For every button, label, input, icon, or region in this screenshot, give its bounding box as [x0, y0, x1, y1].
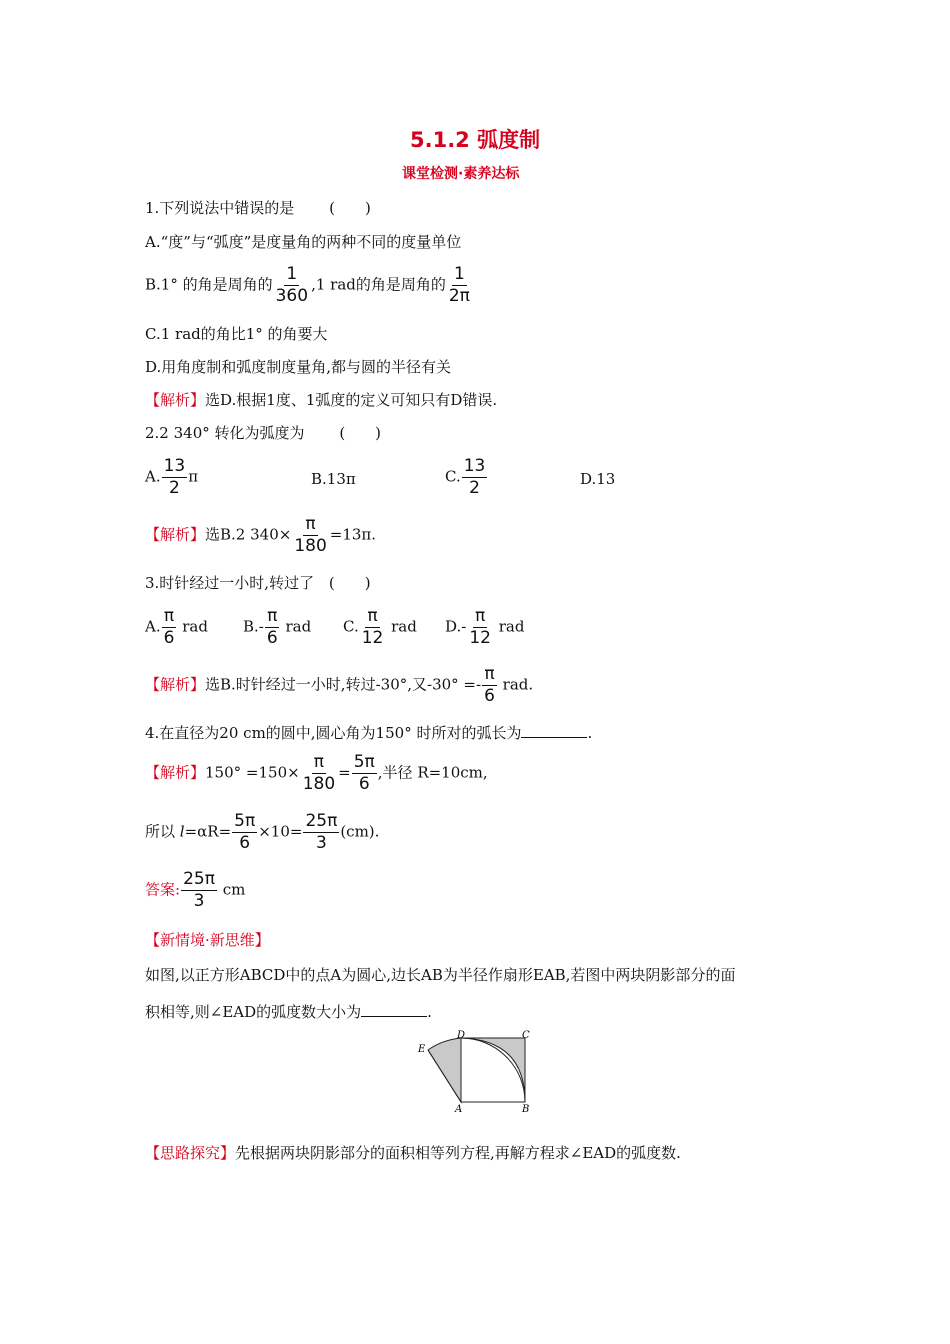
q2-option-a-fraction: [162, 456, 188, 499]
q2-option-d: D.13: [580, 470, 616, 488]
q4-analysis-line-1: [145, 752, 488, 795]
q2-analysis: [145, 514, 376, 557]
shaded-region-corner: [461, 1038, 525, 1102]
q2-stem-text: 2.2 340° 转化为弧度为: [145, 424, 305, 442]
label-c: C: [522, 1030, 530, 1041]
frac-denominator: 2: [169, 478, 180, 498]
q4-answer: [145, 869, 245, 912]
frac-numerator: π: [267, 606, 278, 626]
unit-label: rad: [498, 617, 525, 636]
label-a: A: [455, 1104, 463, 1115]
q3-option-a-fraction: [162, 606, 177, 649]
q4-a2-mid: =αR=: [184, 822, 232, 841]
q2-option-a: [145, 456, 198, 499]
q1-analysis: [145, 390, 497, 410]
frac-denominator: 180: [294, 536, 327, 556]
q5-text-2: [145, 1002, 432, 1022]
unit-label: rad: [285, 617, 312, 636]
geometry-figure: [412, 1030, 542, 1115]
q2-option-b: B.13π: [311, 470, 356, 488]
q5-hint-text: 先根据两块阴影部分的面积相等列方程,再解方程求∠EAD的弧度数.: [235, 1144, 681, 1162]
q5-text-1: 如图,以正方形ABCD中的点A为圆心,边长AB为半径作扇形EAB,若图中两块阴影部分的面: [145, 966, 736, 984]
q4-a2-fraction-1: [232, 811, 257, 854]
frac-numerator: 13: [463, 456, 486, 476]
q4-a2-l: l: [179, 822, 185, 841]
q4-a2-mid2: ×10=: [258, 822, 303, 841]
hint-tag: 【思路探究】: [145, 1144, 236, 1162]
q3-option-c-pre: C.: [343, 617, 359, 636]
q4-a2-post: (cm).: [340, 822, 380, 841]
q4-a1-pre: 150° =150×: [205, 763, 300, 782]
frac-denominator: 360: [275, 286, 309, 306]
q2-option-c-pre: C.: [445, 467, 461, 486]
frac-numerator: 5π: [353, 752, 375, 772]
q3-analysis: [145, 664, 533, 707]
q4-a2-pre: 所以: [145, 822, 180, 841]
q1-option-b-fraction-2: [447, 264, 472, 307]
q3-option-b: [243, 606, 311, 649]
frac-denominator: 6: [266, 628, 278, 648]
frac-denominator: 6: [163, 628, 175, 648]
q1-option-b-pre: B.1° 的角是周角的: [145, 275, 273, 294]
q3-option-a: [145, 606, 208, 649]
frac-denominator: 3: [193, 891, 205, 911]
q2-analysis-pre: 选B.2 340×: [205, 525, 292, 544]
label-e: E: [418, 1044, 426, 1055]
label-b: B: [522, 1104, 530, 1115]
q1-option-c: C.1 rad的角比1° 的角要大: [145, 325, 328, 343]
q4-answer-fraction: [181, 869, 217, 912]
q4-a1-fraction-1: [301, 752, 337, 795]
frac-denominator: 6: [358, 774, 370, 794]
unit-label: rad: [391, 617, 417, 636]
q1-stem-text: 1.下列说法中错误的是: [145, 199, 295, 217]
frac-denominator: 2π: [448, 286, 470, 306]
frac-numerator: π: [367, 606, 378, 626]
q3-option-b-pre: B.-: [243, 617, 264, 636]
answer-blank[interactable]: [521, 723, 587, 738]
frac-denominator: 12: [361, 628, 384, 648]
q1-analysis-text: 选D.根据1度、1弧度的定义可知只有D错误.: [205, 391, 498, 409]
q2-stem: [145, 423, 381, 443]
frac-numerator: π: [305, 514, 316, 534]
analysis-tag: 【解析】: [145, 763, 206, 782]
frac-numerator: π: [484, 664, 495, 684]
answer-label: 答案:: [145, 880, 181, 899]
frac-numerator: 5π: [234, 811, 256, 831]
q3-option-d-pre: D.-: [445, 617, 467, 636]
q2-option-c: [445, 456, 488, 499]
frac-numerator: 13: [163, 456, 186, 476]
frac-denominator: 12: [469, 628, 491, 648]
q3-analysis-fraction: [482, 664, 497, 707]
q4-analysis-line-2: [145, 811, 379, 854]
q3-analysis-pre: 选B.时针经过一小时,转过-30°,又-30° =-: [205, 675, 482, 694]
page-subtitle: 课堂检测·素养达标: [402, 166, 520, 182]
answer-blank[interactable]: [361, 1002, 427, 1017]
q1-stem: [145, 198, 371, 218]
q5-text-2-pre: 积相等,则∠EAD的弧度数大小为: [145, 1003, 362, 1021]
label-d: D: [457, 1030, 466, 1041]
q3-option-d: [445, 606, 524, 649]
q4-a2-fraction-2: [303, 811, 339, 854]
q3-option-b-fraction: [265, 606, 280, 649]
q3-option-d-fraction: [467, 606, 493, 649]
q4-stem: [145, 723, 592, 743]
q2-paren: ( ): [339, 424, 382, 442]
q3-stem: [145, 573, 371, 593]
frac-denominator: 180: [302, 774, 336, 794]
q4-a1-eq: =: [338, 763, 351, 782]
q2-option-c-fraction: [462, 456, 488, 499]
frac-denominator: 6: [239, 833, 251, 853]
unit-label: rad: [182, 617, 208, 636]
frac-numerator: 25π: [305, 811, 338, 831]
unit-label: cm: [222, 880, 246, 899]
q3-stem-text: 3.时针经过一小时,转过了: [145, 574, 315, 592]
q4-a1-fraction-2: [352, 752, 377, 795]
q2-option-a-post: π: [188, 467, 199, 486]
q5-text-2-post: .: [427, 1003, 432, 1021]
analysis-tag: 【解析】: [145, 391, 206, 409]
frac-denominator: 3: [315, 833, 327, 853]
q2-option-a-pre: A.: [145, 467, 161, 486]
q5-tag: 【新情境·新思维】: [145, 931, 270, 949]
q2-analysis-post: =13π.: [329, 525, 377, 544]
frac-numerator: π: [475, 606, 486, 626]
q2-analysis-fraction: [292, 514, 328, 557]
q3-option-c: [343, 606, 417, 649]
q1-option-d: D.用角度制和弧度制度量角,都与圆的半径有关: [145, 358, 452, 376]
q3-option-a-pre: A.: [145, 617, 161, 636]
q4-stem-post: .: [587, 724, 593, 742]
q1-option-b: [145, 264, 473, 307]
q1-paren: ( ): [329, 199, 371, 217]
page-title: 5.1.2 弧度制: [410, 128, 541, 152]
q1-option-b-fraction-1: [274, 264, 310, 307]
q3-analysis-post: rad.: [502, 675, 534, 694]
q3-paren: ( ): [328, 574, 371, 592]
frac-denominator: 2: [469, 478, 480, 498]
frac-denominator: 6: [484, 686, 495, 706]
frac-numerator: 1: [453, 264, 465, 284]
q5-hint: [145, 1143, 681, 1163]
analysis-tag: 【解析】: [145, 525, 206, 544]
frac-numerator: π: [163, 606, 175, 626]
analysis-tag: 【解析】: [145, 675, 206, 694]
q4-a1-post: ,半径 R=10cm,: [377, 763, 488, 782]
frac-numerator: π: [313, 752, 325, 772]
q1-option-b-mid: ,1 rad的角是周角的: [311, 275, 446, 294]
shaded-region-ead: [428, 1038, 461, 1102]
q4-stem-text: 4.在直径为20 cm的圆中,圆心角为150° 时所对的弧长为: [145, 724, 522, 742]
frac-numerator: 25π: [183, 869, 215, 889]
q3-option-c-fraction: [360, 606, 386, 649]
frac-numerator: 1: [286, 264, 298, 284]
q1-option-a: A.“度”与“弧度”是度量角的两种不同的度量单位: [145, 233, 462, 251]
